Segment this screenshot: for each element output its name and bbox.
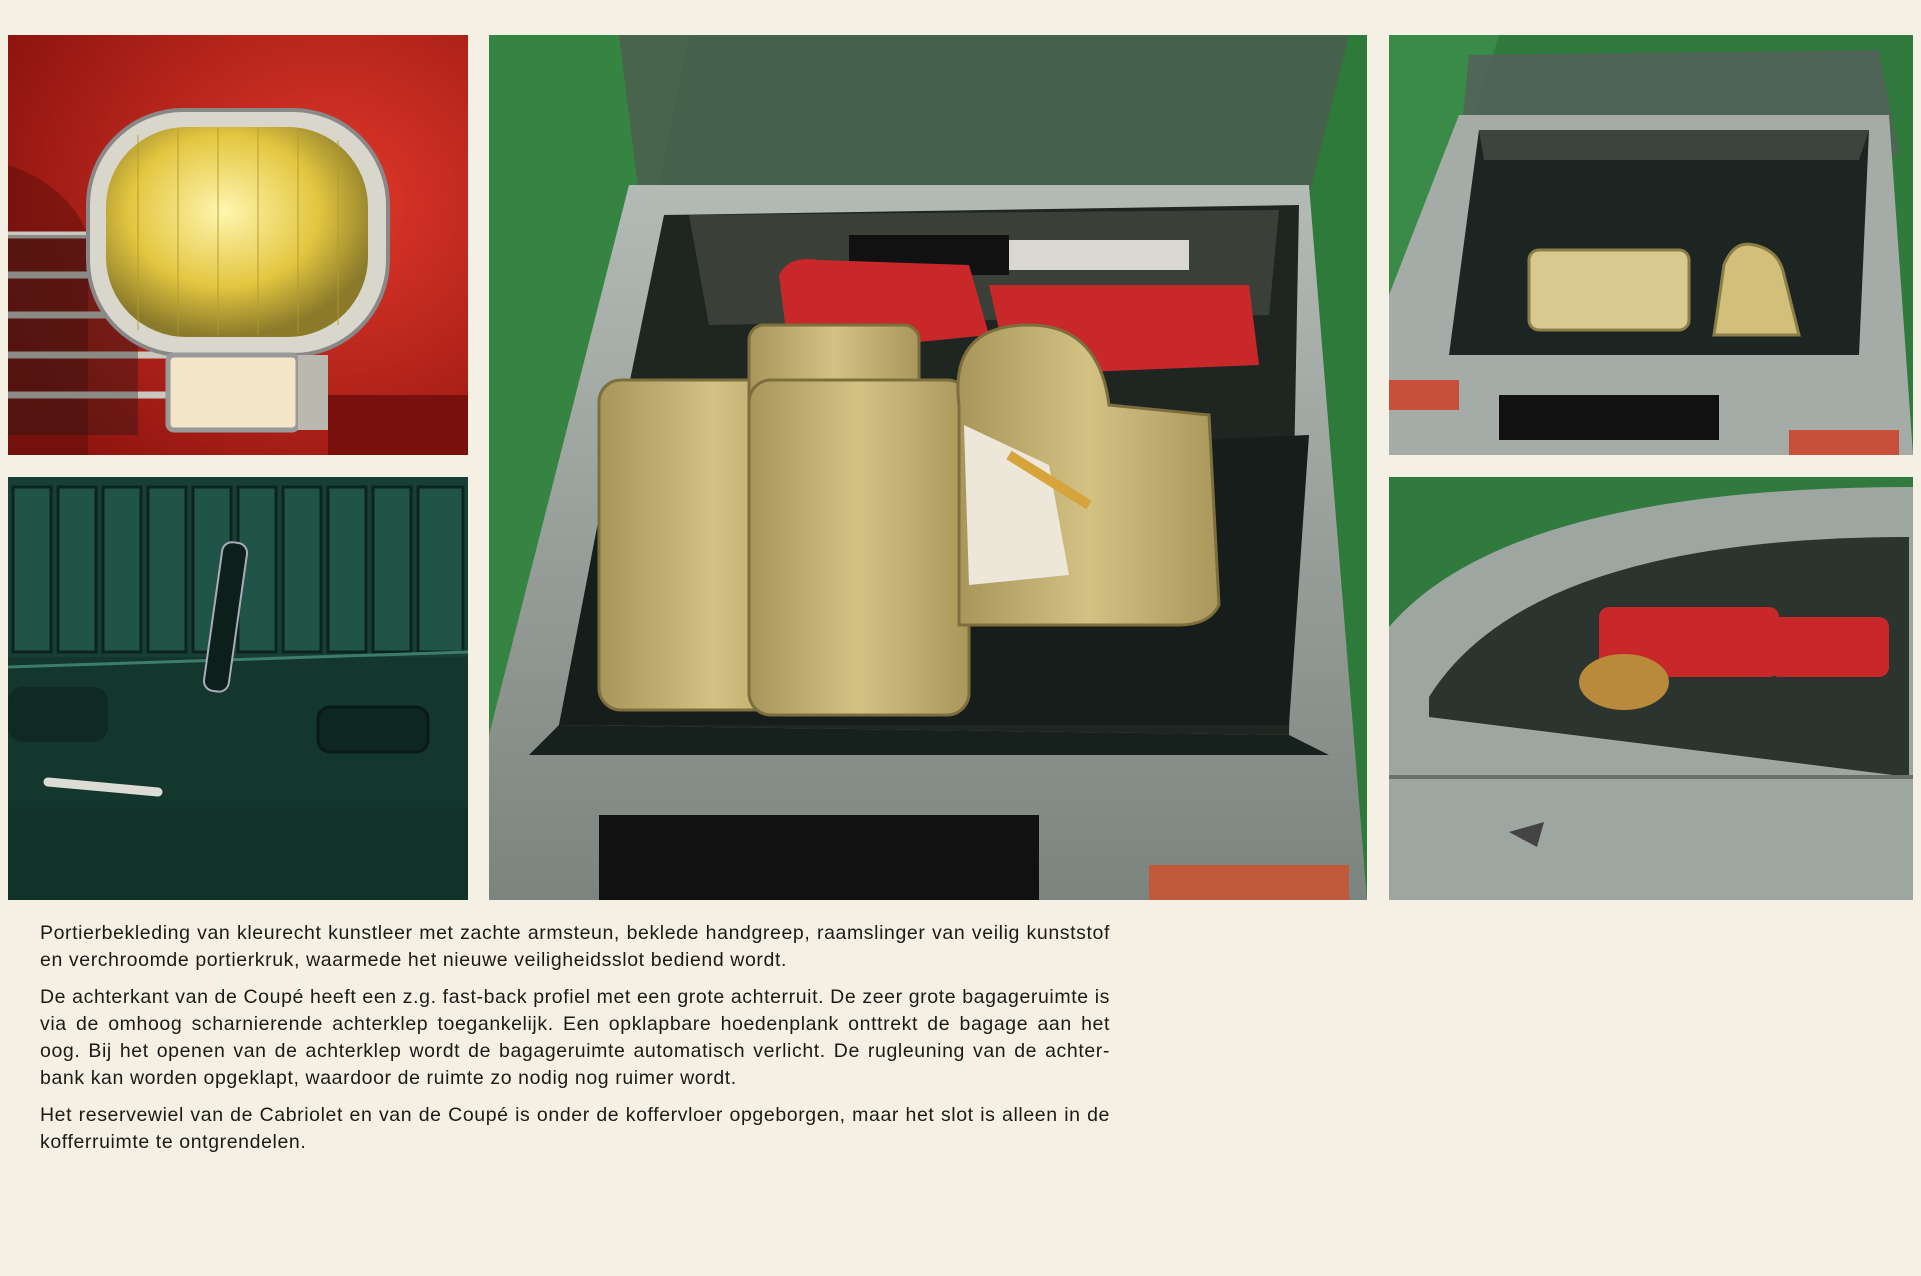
- hatch-illustration: [1389, 35, 1913, 455]
- headlight-illustration: [8, 35, 468, 455]
- photo-rear-window: [1389, 477, 1913, 900]
- caption-text: [40, 920, 1110, 1166]
- photo-headlight: [8, 35, 468, 455]
- paragraph-door-trim: Portierbekleding van kleurecht kunstleer met zachte armsteun, beklede handgreep, raamslinger van veilig kunststof en verchroomde portierkruk, waarmede het nieuwe veiligheidsslot bediend wordt.: [40, 922, 1110, 971]
- photo-coupe-trunk: [489, 35, 1367, 900]
- rear-window-illustration: [1389, 477, 1913, 900]
- trunk-illustration: [489, 35, 1367, 900]
- paragraph-spare-wheel: Het reservewiel van de Cabriolet en van de Coupé is onder de koffervloer opgeborgen, maar het slot is alleen in de kofferruimte te ontgrendelen.: [40, 1104, 1110, 1153]
- photo-door-panel: [8, 477, 468, 900]
- paragraph-fastback: De achterkant van de Coupé heeft een z.g. fast-back profiel met een grote achterruit. De zeer grote bagageruimte is via de omhoog scharnierende achterklep toegankelijk. Een opklapbare hoedenplank onttrekt de bagage aan het oog. Bij het openen van de achterklep wordt de bagageruimte automatisch verlicht. De rugleuning van de achter-bank kan worden opgeklapt, waardoor de ruimte zo nodig nog ruimer wordt.: [40, 986, 1110, 1089]
- door-panel-illustration: [8, 477, 468, 900]
- photo-hatch-open: [1389, 35, 1913, 455]
